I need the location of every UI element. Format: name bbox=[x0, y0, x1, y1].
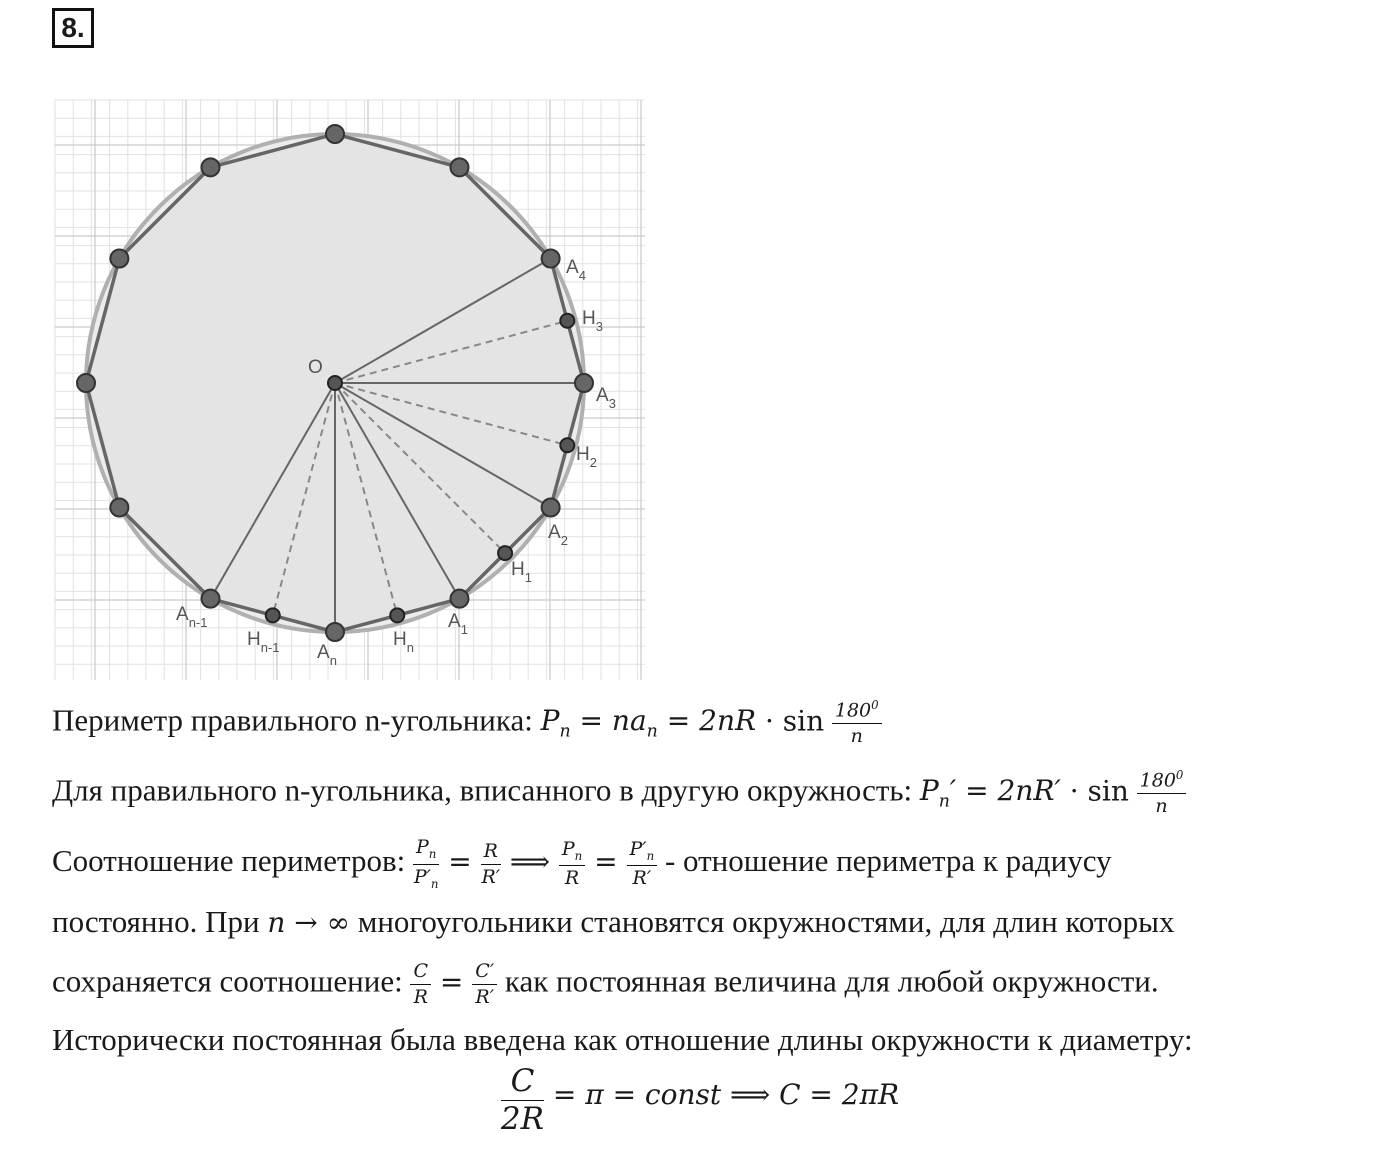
label-A2: $A_2$ bbox=[548, 522, 568, 548]
label-A3: $A_3$ bbox=[596, 385, 616, 411]
label-H2: $H_2$ bbox=[576, 444, 597, 470]
fraction-angle: $\frac{180^0}{n}$ bbox=[832, 700, 882, 746]
label-O: O bbox=[308, 357, 323, 378]
foot-point bbox=[390, 608, 404, 622]
label-H3: $H_3$ bbox=[582, 308, 603, 334]
problem-number: 8. bbox=[52, 8, 94, 48]
foot-point bbox=[498, 546, 512, 560]
fraction-C-2R: $\frac{C}{2R}$ bbox=[500, 1063, 544, 1137]
text-line-1: Периметр правильного n-угольника: $P_n = na_n = 2nR \cdot \sin$ $\frac{180^0}{n}$ bbox=[52, 700, 882, 746]
fraction-Cprime-Rprime: $\frac{C'}{R'}$ bbox=[472, 962, 497, 1007]
vertex-point bbox=[110, 499, 128, 517]
fraction-R-Rprime: $\frac{R}{R'}$ bbox=[481, 839, 501, 888]
text-line-6: Исторически постоянная была введена как отношение длины окружности к диаметру: bbox=[52, 1022, 1193, 1057]
label-Hn: $H_n$ bbox=[393, 629, 414, 655]
foot-point bbox=[560, 314, 574, 328]
vertex-point bbox=[575, 374, 593, 392]
label-A4: $A_4$ bbox=[566, 257, 586, 283]
vertex-point bbox=[110, 250, 128, 268]
vertex-point bbox=[326, 623, 344, 641]
label-Hn-1: $H_{n-1}$ bbox=[247, 629, 280, 655]
formula-perimeter: $P_n = na_n = 2nR$ bbox=[540, 704, 757, 742]
fraction-Pprime-Rprime: $\frac{P'_n}{R'}$ bbox=[627, 840, 658, 889]
vertex-point bbox=[77, 374, 95, 392]
label-H1: $H_1$ bbox=[511, 559, 532, 585]
vertex-point bbox=[542, 250, 560, 268]
vertex-point bbox=[202, 158, 220, 176]
fraction-P-R: $\frac{P_n}{R}$ bbox=[559, 840, 585, 889]
vertex-point bbox=[326, 125, 344, 143]
center-point bbox=[328, 376, 342, 390]
vertex-point bbox=[202, 590, 220, 608]
formula-pi: $\frac{C}{2R}$ = π = const ⟹ C = 2πR bbox=[500, 1063, 900, 1137]
text-line-5: сохраняется соотношение: $\frac{C}{R}$ = $\frac{C'}{R'}$ как постоянная величина для любой окружности. bbox=[52, 960, 1159, 1008]
label-An-1: $A_{n-1}$ bbox=[176, 604, 208, 630]
fraction-P-Pprime: $\frac{P_n}{P'_n}$ bbox=[413, 836, 439, 891]
foot-point bbox=[560, 438, 574, 452]
foot-point bbox=[266, 608, 280, 622]
text-line-4: постоянно. При n → ∞ многоугольники становятся окружностями, для длин которых bbox=[52, 904, 1175, 939]
label-A1: $A_1$ bbox=[448, 611, 468, 637]
fraction-angle-2: $\frac{180^0}{n}$ bbox=[1137, 770, 1187, 816]
formula-perimeter-prime: $P_n' = 2nR'$ bbox=[919, 774, 1061, 812]
fraction-C-R: $\frac{C}{R}$ bbox=[410, 962, 431, 1007]
vertex-point bbox=[451, 158, 469, 176]
text-line-3: Соотношение периметров: $\frac{P_n}{P'_n}$ = $\frac{R}{R'}$ ⟹ $\frac{P_n}{R}$ = $\frac{P'_n}{R'}$ - отношение периметра к радиусу bbox=[52, 836, 1112, 891]
label-An: $A_n$ bbox=[317, 642, 337, 668]
text-line-2: Для правильного n-угольника, вписанного в другую окружность: $P_n' = 2nR' \cdot \sin$ $\frac{180^0}{n}$ bbox=[52, 770, 1186, 816]
vertex-point bbox=[542, 499, 560, 517]
regular-polygon-figure bbox=[50, 95, 650, 685]
vertex-point bbox=[451, 590, 469, 608]
